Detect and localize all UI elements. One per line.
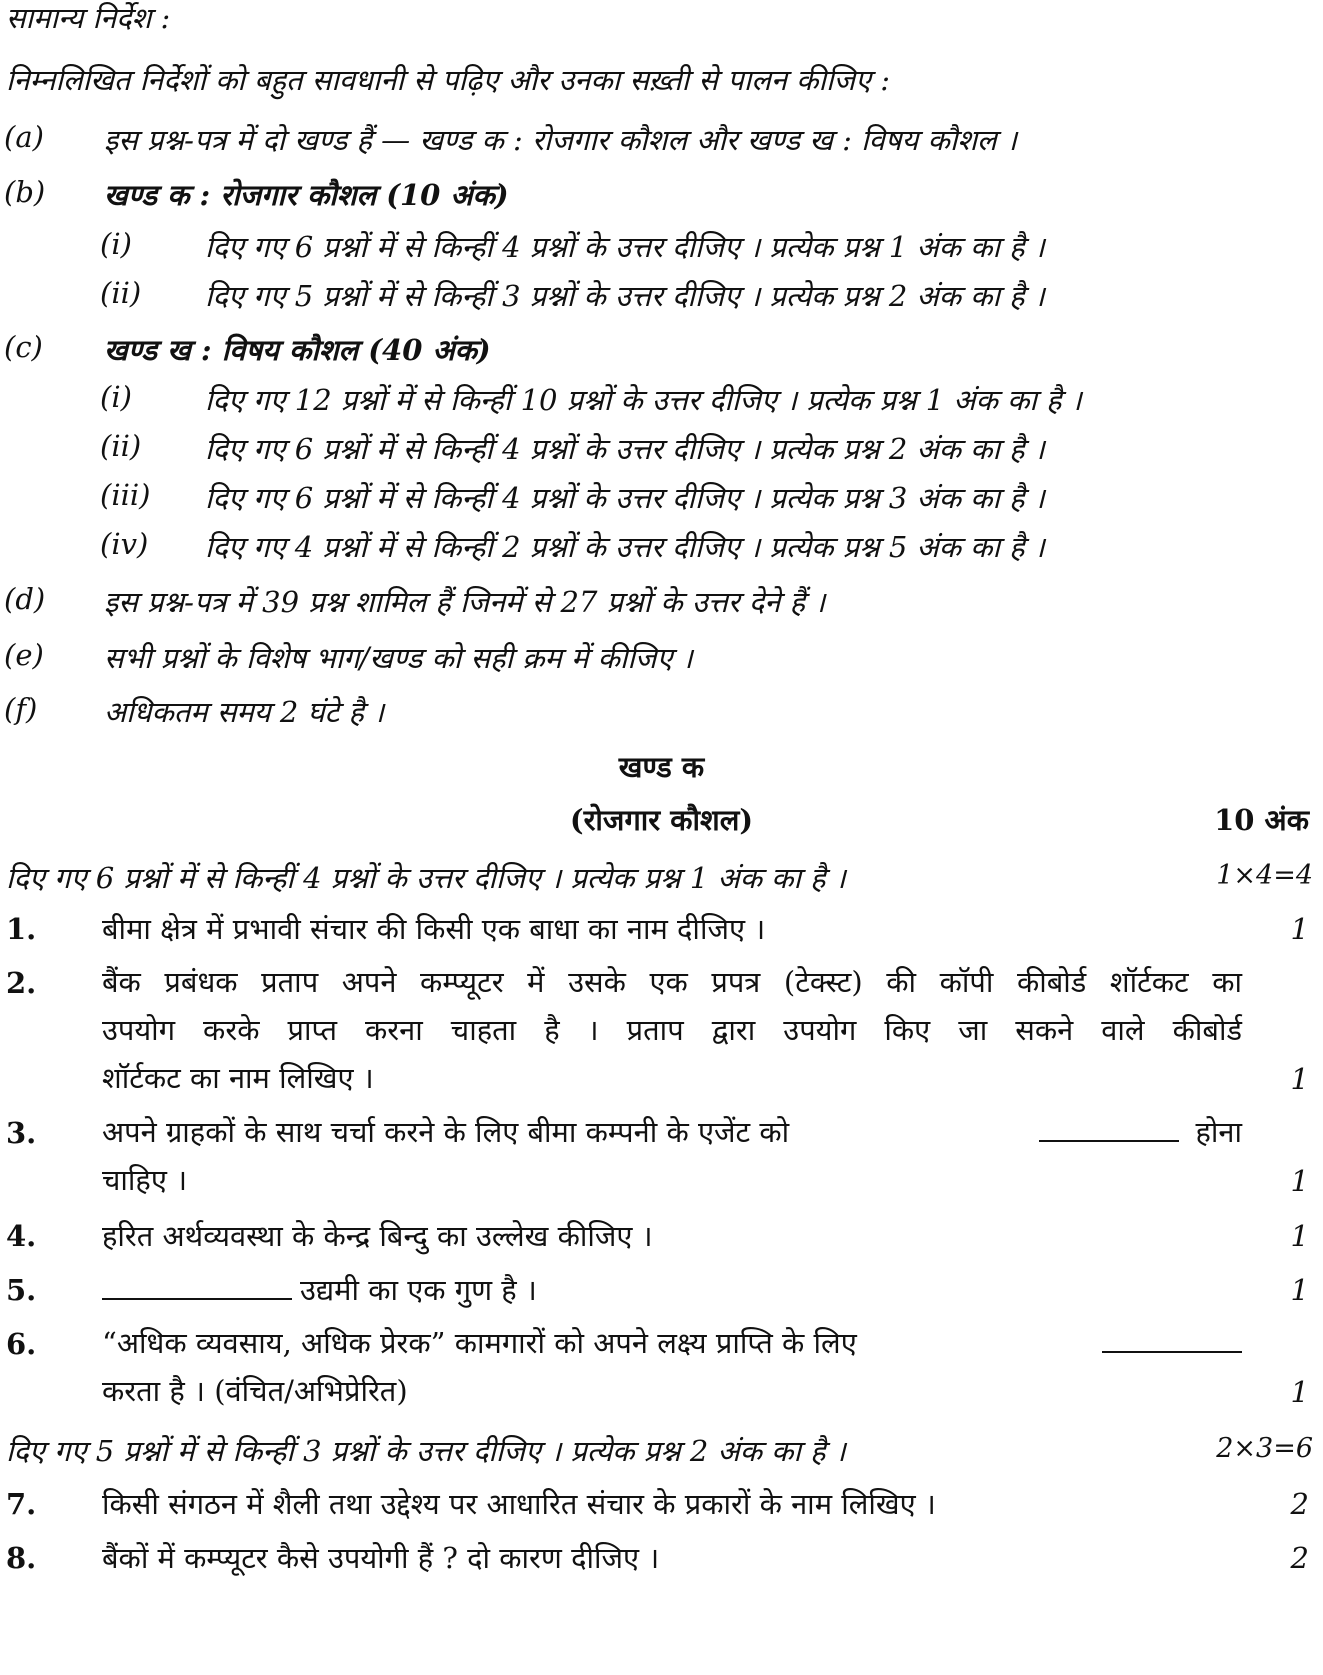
question-text xyxy=(102,1108,1242,1204)
instruction-label: (b) xyxy=(4,175,46,209)
question xyxy=(0,1487,1323,1537)
question xyxy=(0,1541,1323,1591)
section-title: खण्ड क xyxy=(618,750,705,784)
question xyxy=(0,1116,1323,1216)
sub-instruction-text: दिए गए 12 प्रश्नों में से किन्हीं 10 प्रश्नों के उत्तर दीजिए । प्रत्येक प्रश्न 1 अंक का है । xyxy=(205,383,1082,417)
instruction-label: (a) xyxy=(4,120,44,154)
question-text-segment: “अधिक व्यवसाय, अधिक प्रेरक” कामगारों को अपने लक्ष्य प्राप्ति के लिए xyxy=(102,1326,857,1360)
question-marks: 1 xyxy=(1290,1219,1309,1253)
question-marks: 1 xyxy=(1290,1062,1309,1096)
instruction-item xyxy=(0,120,1323,160)
instruction-item xyxy=(0,175,1323,215)
sub-instruction-text: दिए गए 6 प्रश्नों में से किन्हीं 4 प्रश्नों के उत्तर दीजिए । प्रत्येक प्रश्न 1 अंक का है । xyxy=(205,230,1045,264)
question-number: 3. xyxy=(6,1116,37,1150)
question-text xyxy=(102,1319,1242,1415)
question-text-segment: होना xyxy=(1195,1115,1242,1149)
question xyxy=(0,912,1323,962)
instruction-label: (c) xyxy=(4,330,43,364)
question-text-segment: अपने ग्राहकों के साथ चर्चा करने के लिए बीमा कम्पनी के एजेंट को xyxy=(102,1115,790,1149)
instruction-text: इस प्रश्न-पत्र में 39 प्रश्न शामिल हैं जिनमें से 27 प्रश्नों के उत्तर देने हैं । xyxy=(104,585,826,619)
sub-instruction-text: दिए गए 6 प्रश्नों में से किन्हीं 4 प्रश्नों के उत्तर दीजिए । प्रत्येक प्रश्न 3 अंक का है । xyxy=(205,481,1045,515)
question-text-line xyxy=(102,1319,1242,1367)
fill-in-blank xyxy=(102,1294,292,1300)
question-marks: 1 xyxy=(1290,1164,1309,1198)
question-text: बैंकों में कम्प्यूटर कैसे उपयोगी हैं ? दो कारण दीजिए । xyxy=(102,1541,660,1575)
question-text-line: करता है । (वंचित/अभिप्रेरित) xyxy=(102,1374,408,1408)
question-marks: 1 xyxy=(1290,1273,1309,1307)
instruction-text: खण्ड क : रोजगार कौशल (10 अंक) xyxy=(104,178,509,212)
sub-instruction-text: दिए गए 4 प्रश्नों में से किन्हीं 2 प्रश्नों के उत्तर दीजिए । प्रत्येक प्रश्न 5 अंक का है । xyxy=(205,530,1045,564)
instruction-label: (d) xyxy=(4,582,46,616)
sub-instruction-item xyxy=(0,429,1323,469)
question-number: 1. xyxy=(6,912,37,946)
question-marks: 2 xyxy=(1290,1487,1309,1521)
general-instructions-intro: निम्नलिखित निर्देशों को बहुत सावधानी से पढ़िए और उनका सख़्ती से पालन कीजिए : xyxy=(6,63,891,97)
question-number: 8. xyxy=(6,1541,37,1575)
question xyxy=(0,1327,1323,1427)
fill-in-blank xyxy=(1039,1136,1179,1142)
question-marks: 2 xyxy=(1290,1541,1309,1575)
question-number: 4. xyxy=(6,1219,37,1253)
instruction-text: इस प्रश्न-पत्र में दो खण्ड हैं — खण्ड क : रोजगार कौशल और खण्ड ख : विषय कौशल । xyxy=(104,123,1017,157)
instruction-text: खण्ड ख : विषय कौशल (40 अंक) xyxy=(104,333,491,367)
sub-instruction-label: (ii) xyxy=(100,429,142,463)
instruction-label: (e) xyxy=(4,638,44,672)
question-marks: 1 xyxy=(1290,1375,1309,1409)
instruction-text: अधिकतम समय 2 घंटे है । xyxy=(104,695,385,729)
sub-instruction-item xyxy=(0,527,1323,567)
instruction-item xyxy=(0,330,1323,370)
sub-instruction-label: (iii) xyxy=(100,478,151,512)
question xyxy=(0,1219,1323,1269)
section-subtitle: (रोजगार कौशल) xyxy=(569,803,754,837)
fill-in-blank xyxy=(1102,1347,1242,1353)
sub-instruction-item xyxy=(0,380,1323,420)
question-text: किसी संगठन में शैली तथा उद्देश्य पर आधारित संचार के प्रकारों के नाम लिखिए । xyxy=(102,1487,936,1521)
section-instruction: दिए गए 6 प्रश्नों में से किन्हीं 4 प्रश्नों के उत्तर दीजिए । प्रत्येक प्रश्न 1 अंक का है । xyxy=(6,861,846,895)
question-number: 6. xyxy=(6,1327,37,1361)
question-text: बीमा क्षेत्र में प्रभावी संचार की किसी एक बाधा का नाम दीजिए । xyxy=(102,912,766,946)
sub-instruction-text: दिए गए 6 प्रश्नों में से किन्हीं 4 प्रश्नों के उत्तर दीजिए । प्रत्येक प्रश्न 2 अंक का है । xyxy=(205,432,1045,466)
instruction-text: सभी प्रश्नों के विशेष भाग/खण्ड को सही क्रम में कीजिए । xyxy=(104,641,693,675)
question-number: 7. xyxy=(6,1487,37,1521)
question-text: हरित अर्थव्यवस्था के केन्द्र बिन्दु का उल्लेख कीजिए । xyxy=(102,1219,653,1253)
sub-instruction-label: (ii) xyxy=(100,276,142,310)
sub-instruction-item xyxy=(0,276,1323,316)
sub-instruction-label: (iv) xyxy=(100,527,149,561)
section-instruction: दिए गए 5 प्रश्नों में से किन्हीं 3 प्रश्नों के उत्तर दीजिए । प्रत्येक प्रश्न 2 अंक का है । xyxy=(6,1434,846,1468)
question xyxy=(0,1273,1323,1323)
question-text xyxy=(102,958,1242,1102)
question-text-segment xyxy=(1039,1108,1242,1156)
question-text xyxy=(102,1265,1242,1315)
section-marks: 10 अंक xyxy=(1214,803,1309,837)
question-number: 5. xyxy=(6,1273,37,1307)
general-instructions-title: सामान्य निर्देश : xyxy=(6,1,171,35)
instruction-item xyxy=(0,582,1323,622)
sub-instruction-label: (i) xyxy=(100,380,132,414)
question-number: 2. xyxy=(6,966,37,1000)
question-marks: 1 xyxy=(1290,912,1309,946)
instruction-label: (f) xyxy=(4,692,38,726)
sub-instruction-item xyxy=(0,478,1323,518)
question-text-line: उपयोग करके प्राप्त करना चाहता है । प्रताप द्वारा उपयोग किए जा सकने वाले कीबोर्ड xyxy=(102,1013,1242,1047)
question-text-line xyxy=(102,1108,1242,1156)
question-text-line: बैंक प्रबंधक प्रताप अपने कम्प्यूटर में उसके एक प्रपत्र (टेक्स्ट) की कॉपी कीबोर्ड शॉर्टकट का xyxy=(102,965,1242,999)
question-text-line: चाहिए । xyxy=(102,1163,188,1197)
instruction-item xyxy=(0,692,1323,732)
marks-calculation: 1×4=4 xyxy=(1216,860,1313,891)
instruction-item xyxy=(0,638,1323,678)
sub-instruction-label: (i) xyxy=(100,227,132,261)
sub-instruction-item xyxy=(0,227,1323,267)
question-text-segment: उद्यमी का एक गुण है । xyxy=(300,1273,537,1307)
sub-instruction-text: दिए गए 5 प्रश्नों में से किन्हीं 3 प्रश्नों के उत्तर दीजिए । प्रत्येक प्रश्न 2 अंक का है । xyxy=(205,279,1045,313)
question xyxy=(0,966,1323,1116)
question-text-line: शॉर्टकट का नाम लिखिए । xyxy=(102,1061,374,1095)
marks-calculation: 2×3=6 xyxy=(1216,1433,1313,1464)
